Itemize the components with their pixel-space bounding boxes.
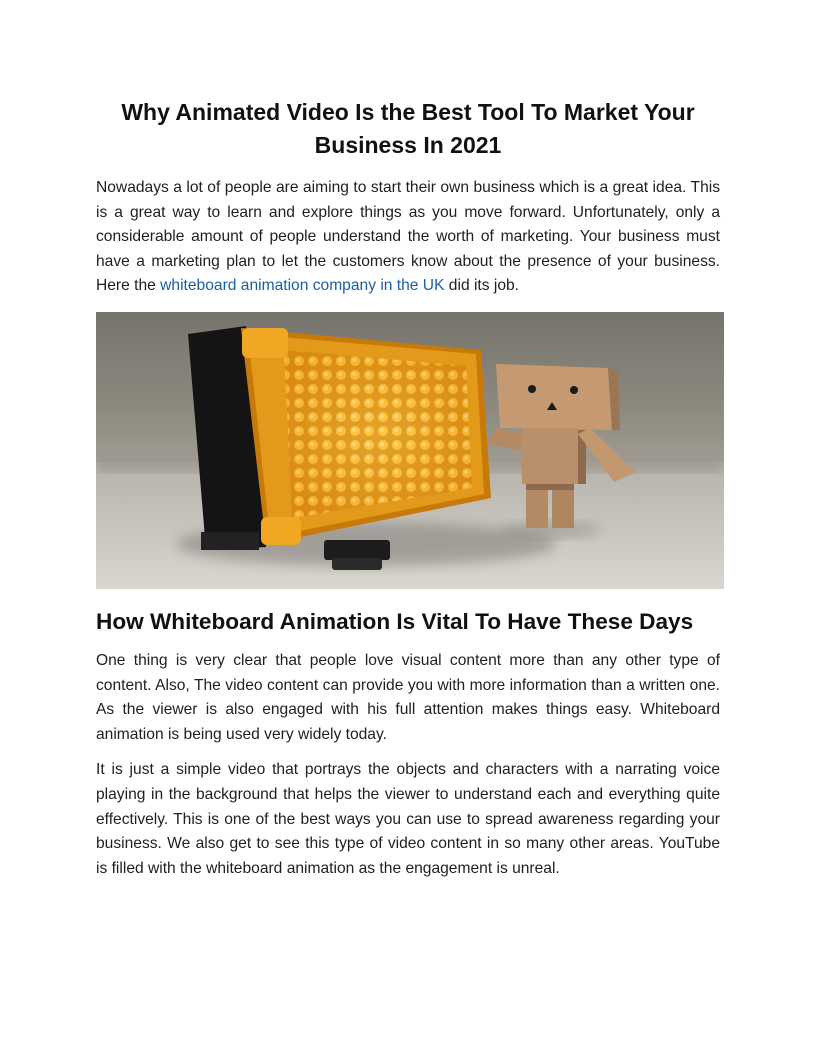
document-page [96, 96, 720, 881]
hero-photo [96, 312, 724, 589]
section-heading: How Whiteboard Animation Is Vital To Have These Days [96, 608, 694, 634]
intro-paragraph [96, 176, 720, 299]
page-title: Why Animated Video Is the Best Tool To Market Your Business In 2021 [121, 99, 695, 158]
whiteboard-animation-link[interactable]: whiteboard animation company in the UK [160, 277, 445, 295]
body-paragraph-1: One thing is very clear that people love visual content more than any other type of content. Also, The video content can provide you with more information than a written one. As the viewer is also engaged with his full attention makes things easy. Whiteboard animation is being used very widely today. [96, 651, 720, 743]
body-paragraph-2: It is just a simple video that portrays the objects and characters with a narrating voice playing in the background that helps the viewer to understand each and everything quite effectively. This is one of the best ways you can use to spread awareness regarding your business. We also get to see this type of video content in so many other areas. YouTube is filled with the whiteboard animation as the engagement is unreal. [96, 761, 720, 877]
intro-text-before-link: Nowadays a lot of people are aiming to start their own business which is a great idea. This is a great way to learn and explore things as you move forward. Unfortunately, only a considerable amount of people understand the worth of marketing. Your business must have a marketing plan to let the customers know about the presence of your business. Here the [96, 179, 720, 295]
intro-text-after-link: did its job. [444, 277, 520, 295]
